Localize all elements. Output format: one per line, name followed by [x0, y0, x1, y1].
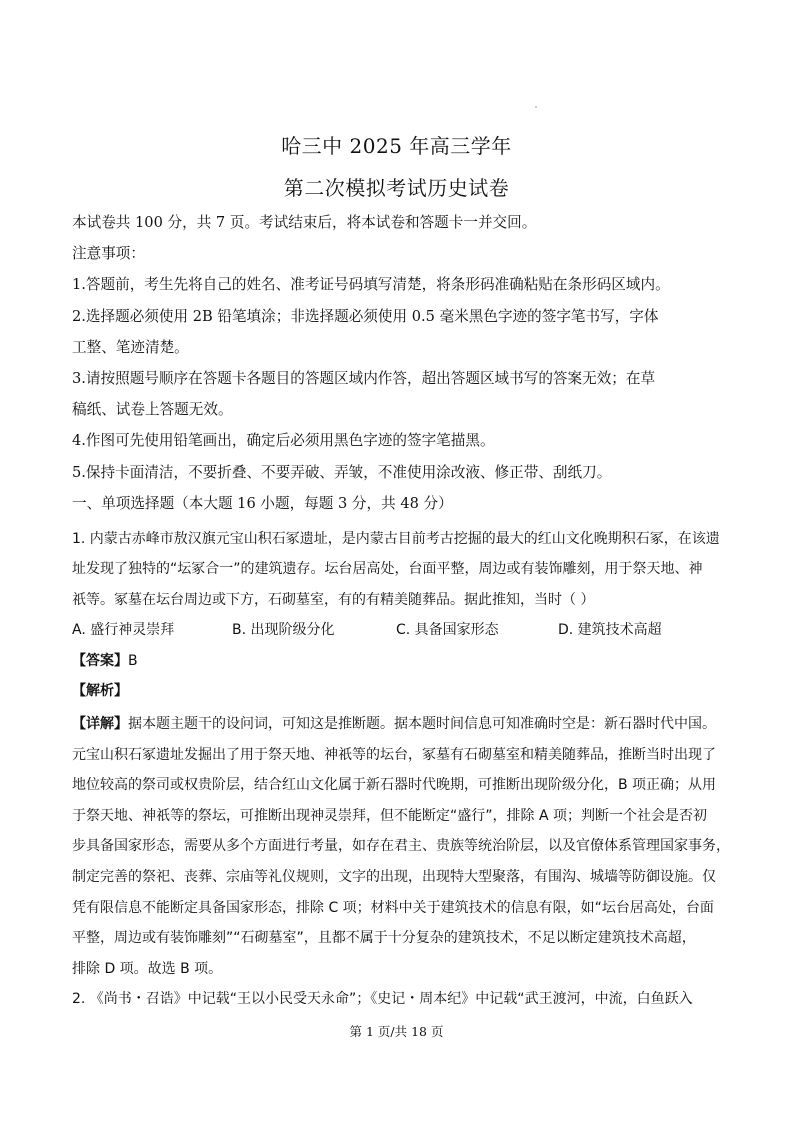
option-c: C. 具备国家形态 — [396, 622, 499, 639]
detail-line-4: 于祭天地、神祇等的祭坛，可推断出现神灵崇拜，但不能断定“盛行”，排除 A 项；判断一个社会是否初 — [72, 807, 707, 824]
question-1-stem-line1: 1. 内蒙古赤峰市敖汉旗元宝山积石冢遗址，是内蒙古目前考古挖掘的最大的红山文化晚期积石冢，在该遗 — [72, 531, 720, 547]
detail-line-6: 制定完善的祭祀、丧葬、宗庙等礼仪规则，文字的出现，出现特大型聚落，有围沟、城墙等防御设施。仅 — [72, 868, 716, 885]
question-1 — [72, 524, 732, 706]
question-1-options — [72, 615, 732, 645]
exam-title-line1: 哈三中 2025 年高三学年 — [281, 134, 512, 158]
intro-line: 本试卷共 100 分，共 7 页。考试结束后，将本试卷和答题卡一并交回。 — [72, 214, 537, 231]
detail-line-9: 排除 D 项。故选 B 项。 — [72, 960, 223, 977]
note-item-4: 4.作图可先使用铅笔画出，确定后必须用黑色字迹的签字笔描黑。 — [72, 432, 495, 450]
detail-line-5: 步具备国家形态，需要从多个方面进行考量，如存在君主、贵族等统治阶层，以及官僚体系管理国家事务， — [72, 838, 730, 855]
note-item-1: 1.答题前，考生先将自己的姓名、准考证号码填写清楚，将条形码准确粘贴在条形码区域内。 — [72, 276, 670, 294]
detail-line-3: 地位较高的祭司或权贵阶层，结合红山文化属于新石器时代晚期，可推断出现阶级分化，B 项正确；从用 — [72, 777, 717, 794]
detail-label: 【详解】 — [72, 716, 128, 732]
detailed-explanation — [72, 709, 732, 1015]
exam-title-line2: 第二次模拟考试历史试卷 — [283, 176, 510, 200]
notes-heading: 注意事项： — [72, 245, 145, 263]
exam-instructions — [72, 207, 722, 519]
note-item-5: 5.保持卡面清洁，不要折叠、不要弄破、弄皱，不准使用涂改液、修正带、刮纸刀。 — [72, 463, 612, 481]
note-item-3-cont: 稿纸、试卷上答题无效。 — [72, 401, 233, 419]
option-d: D. 建筑技术高超 — [558, 622, 662, 639]
analysis-line — [72, 676, 732, 706]
answer-line — [72, 646, 732, 676]
question-2-stem-line1: 2. 《尚书・召诰》中记载“王以小民受天永命”；《史记・周本纪》中记载“武王渡河，中流，白鱼跃入 — [72, 991, 693, 1008]
note-item-2-cont: 工整、笔迹清楚。 — [72, 338, 189, 356]
section-heading: 一、单项选择题（本大题 16 小题，每题 3 分，共 48 分） — [72, 494, 453, 512]
detail-line-1 — [72, 709, 732, 740]
detail-line-7: 凭有限信息不能断定具备国家形态，排除 C 项；材料中关于建筑技术的信息有限，如“坛台居高处，台面 — [72, 899, 714, 916]
option-b: B. 出现阶级分化 — [232, 622, 335, 639]
note-item-2: 2.选择题必须使用 2B 铅笔填涂；非选择题必须使用 0.5 毫米黑色字迹的签字笔书写，字体 — [72, 307, 659, 325]
question-1-stem-line2: 址发现了独特的“坛冢合一”的建筑遗存。坛台居高处，台面平整，周边或有装饰雕刻，用于祭天地、神 — [72, 561, 703, 578]
detail-line-8: 平整，周边或有装饰雕刻”“石砌墓室”，且都不属于十分复杂的建筑技术，不足以断定建筑技术高超， — [72, 930, 696, 947]
scan-speck — [535, 106, 537, 108]
question-1-stem-line3: 祇等。冢墓在坛台周边或下方，石砌墓室，有的有精美随葬品。据此推知，当时（ ） — [72, 591, 595, 608]
answer-label: 【答案】 — [72, 652, 128, 669]
detail-text-1: 据本题主题干的设问词，可知这是推断题。据本题时间信息可知准确时空是：新石器时代中国。 — [128, 716, 716, 732]
page-footer: 第 1 页/共 18 页 — [349, 1024, 444, 1039]
note-item-3: 3.请按照题号顺序在答题卡各题目的答题区域内作答，超出答题区域书写的答案无效；在草 — [72, 370, 656, 388]
detail-line-2: 元宝山积石冢遗址发掘出了用于祭天地、神祇等的坛台，冢墓有石砌墓室和精美随葬品，推断当时出现了 — [72, 746, 716, 763]
option-a: A. 盛行神灵崇拜 — [72, 622, 175, 639]
analysis-label: 【解析】 — [72, 683, 128, 700]
answer-value: B — [128, 652, 138, 669]
